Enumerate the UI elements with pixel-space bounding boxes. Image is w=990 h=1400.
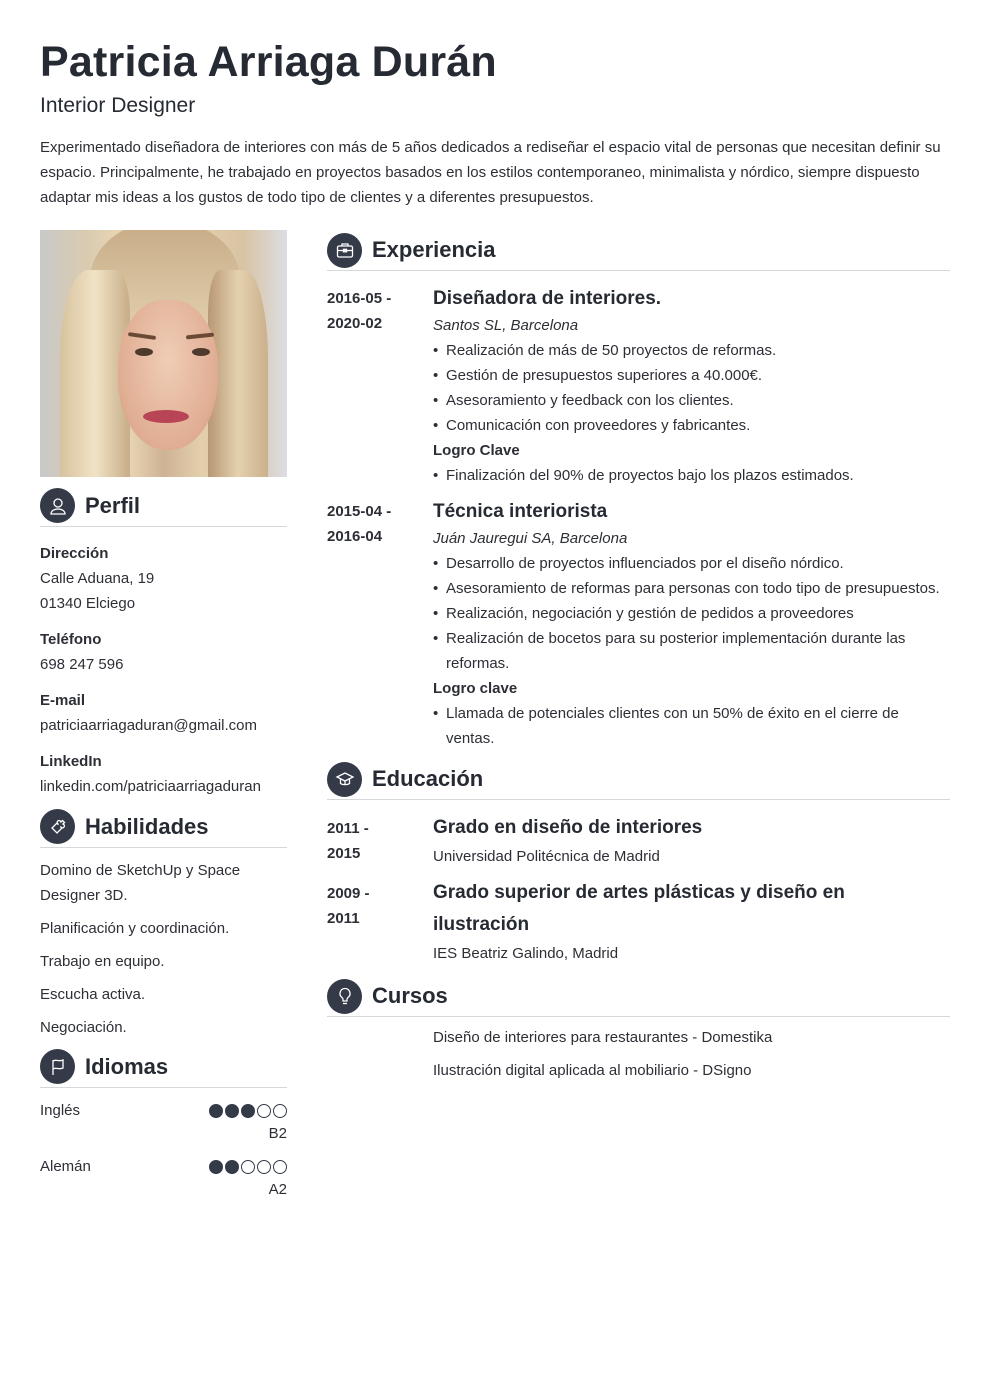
- language-rating: [209, 1100, 287, 1122]
- language-level: B2: [268, 1125, 287, 1142]
- skill-item: Trabajo en equipo.: [40, 953, 165, 970]
- date-end: 2016-04: [327, 528, 383, 545]
- courses-section: [327, 976, 950, 1083]
- bullet-item: • Asesoramiento de reformas para personas con todo tipo de presupuestos.: [433, 576, 950, 601]
- user-icon: [40, 488, 75, 523]
- languages-heading: [40, 1048, 287, 1088]
- section-title: Experiencia: [372, 237, 496, 262]
- skill-item: Domino de SketchUp y Space Designer 3D.: [40, 862, 241, 904]
- address-label: Dirección: [40, 545, 109, 562]
- school: IES Beatriz Galindo, Madrid: [433, 945, 619, 962]
- bullet-item: • Comunicación con proveedores y fabricantes.: [433, 413, 950, 438]
- skill-item: Negociación.: [40, 1019, 127, 1036]
- linkedin-label: LinkedIn: [40, 753, 102, 770]
- profile-heading: [40, 487, 287, 527]
- date-start: 2011 -: [327, 820, 369, 837]
- language-level: A2: [268, 1181, 287, 1198]
- course-item: Diseño de interiores para restaurantes - Domestika: [433, 1029, 773, 1046]
- address-line1: Calle Aduana, 19: [40, 570, 155, 587]
- skills-heading: [40, 808, 287, 848]
- education-heading: [327, 759, 950, 800]
- school: Universidad Politécnica de Madrid: [433, 848, 660, 865]
- achievement-item: • Finalización del 90% de proyectos bajo los plazos estimados.: [433, 463, 950, 488]
- achievement-item: • Llamada de potenciales clientes con un 50% de éxito en el cierre de ventas.: [433, 701, 950, 751]
- date-start: 2015-04 -: [327, 503, 392, 520]
- section-title: Idiomas: [85, 1053, 169, 1079]
- candidate-name: Patricia Arriaga Durán: [40, 38, 497, 86]
- date-end: 2015: [327, 845, 361, 862]
- bullet-item: • Realización, negociación y gestión de pedidos a proveedores: [433, 601, 950, 626]
- language-item: [40, 1156, 287, 1202]
- profile-section: [40, 487, 287, 799]
- date-start: 2009 -: [327, 885, 370, 902]
- right-column: [327, 230, 950, 1083]
- section-title: Perfil: [85, 492, 141, 518]
- skill-item: Planificación y coordinación.: [40, 920, 230, 937]
- bullet-item: • Gestión de presupuestos superiores a 40.000€.: [433, 363, 950, 388]
- skill-item: Escucha activa.: [40, 986, 146, 1003]
- language-item: [40, 1100, 287, 1146]
- email-value[interactable]: patriciaarriagaduran@gmail.com: [40, 717, 257, 734]
- section-title: Educación: [372, 766, 484, 791]
- experience-section: [327, 230, 950, 751]
- summary: Experimentado diseñadora de interiores con más de 5 años dedicados a rediseñar el espacio vital de personas que necesitan definir su espacio. Principalmente, he trabajado en proyectos basados en los estilos contemporaneo, minimalista y nórdico, siempre dispuesto adaptar mis ideas a los gustos de todo tipo de clientes y a diferentes presupuestos.: [40, 139, 941, 206]
- job-role: Técnica interiorista: [433, 501, 608, 522]
- language-rating: [209, 1156, 287, 1178]
- education-entry: [327, 812, 950, 869]
- graduation-cap-icon: [327, 762, 362, 797]
- bullet-item: • Realización de bocetos para su posterior implementación durante las reformas.: [433, 626, 950, 676]
- lightbulb-icon: [327, 979, 362, 1014]
- phone-value: 698 247 596: [40, 656, 124, 673]
- achievement-label: Logro clave: [433, 680, 518, 697]
- left-column: [40, 230, 287, 1202]
- bullet-item: • Asesoramiento y feedback con los clientes.: [433, 388, 950, 413]
- skills-section: [40, 808, 287, 1040]
- job-role: Diseñadora de interiores.: [433, 288, 662, 309]
- degree-title: Grado en diseño de interiores: [433, 817, 703, 838]
- bullet-item: • Desarrollo de proyectos influenciados por el diseño nórdico.: [433, 551, 950, 576]
- profile-photo: [40, 230, 287, 477]
- phone-label: Teléfono: [40, 631, 102, 648]
- experience-heading: [327, 230, 950, 271]
- address-line2: 01340 Elciego: [40, 595, 136, 612]
- education-section: [327, 759, 950, 966]
- education-entry: [327, 877, 950, 966]
- degree-title: Grado superior de artes plásticas y diseño en ilustración: [433, 882, 845, 935]
- flag-icon: [40, 1049, 75, 1084]
- email-label: E-mail: [40, 692, 86, 709]
- section-title: Cursos: [372, 983, 448, 1008]
- languages-section: [40, 1048, 287, 1202]
- briefcase-icon: [327, 233, 362, 268]
- bullet-item: • Realización de más de 50 proyectos de reformas.: [433, 338, 950, 363]
- section-title: Habilidades: [85, 813, 209, 839]
- language-name: Inglés: [40, 1102, 81, 1119]
- date-end: 2011: [327, 910, 360, 927]
- linkedin-value[interactable]: linkedin.com/patriciaarriagaduran: [40, 778, 261, 795]
- experience-entry: [327, 498, 950, 751]
- language-name: Alemán: [40, 1158, 91, 1175]
- company: Santos SL, Barcelona: [433, 317, 579, 334]
- company: Juán Jauregui SA, Barcelona: [433, 530, 628, 547]
- achievement-label: Logro Clave: [433, 442, 520, 459]
- job-title: Interior Designer: [40, 94, 196, 117]
- puzzle-icon: [40, 809, 75, 844]
- date-start: 2016-05 -: [327, 290, 392, 307]
- courses-heading: [327, 976, 950, 1017]
- experience-entry: [327, 285, 950, 488]
- course-item: Ilustración digital aplicada al mobiliario - DSigno: [433, 1062, 752, 1079]
- date-end: 2020-02: [327, 315, 383, 332]
